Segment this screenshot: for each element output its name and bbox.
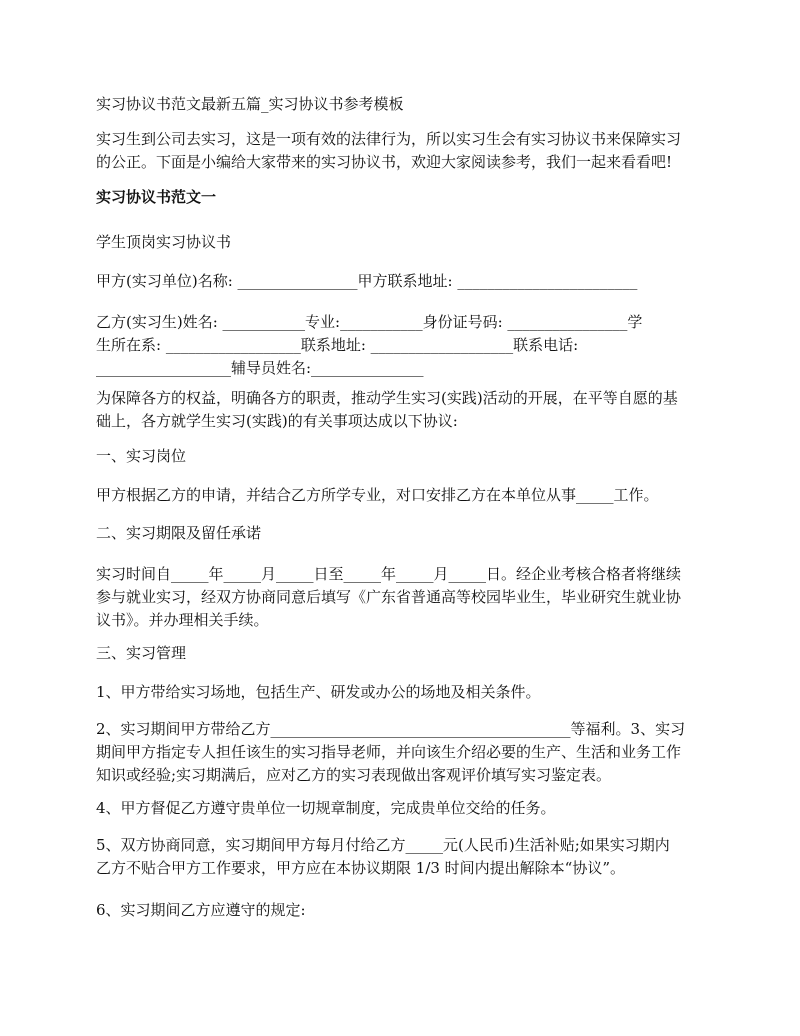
preamble-paragraph [96, 387, 712, 433]
party-a-line: 甲方(实习单位)名称: ________________甲方联系地址: ________________________ [96, 272, 638, 290]
party-b-line: 生所在系: __________________联系地址: ___________________联系电话: [96, 336, 579, 354]
clause-heading: 三、实习管理 [96, 644, 187, 662]
preamble-line: 为保障各方的权益，明确各方的职责，推动学生实习(实践)活动的开展，在平等自愿的基 [96, 389, 678, 407]
agreement-title: 学生顶岗实习协议书 [96, 233, 232, 251]
section-heading: 实习协议书范文一 [96, 188, 217, 206]
document-title: 实习协议书范文最新五篇_实习协议书参考模板 [96, 95, 404, 113]
list-item-line: 知识或经验;实习期满后，应对乙方的实习表现做出客观评价填写实习鉴定表。 [96, 766, 612, 784]
party-b-paragraph [96, 311, 712, 380]
intro-paragraph [96, 128, 712, 174]
list-item-line: 乙方不贴合甲方工作要求，甲方应在本协议期限 1/3 时间内提出解除本“协议”。 [96, 859, 626, 877]
list-item-line: 期间甲方指定专人担任该生的实习指导老师，并向该生介绍必要的生产、生活和业务工作 [96, 743, 682, 761]
clause-text: 甲方根据乙方的申请，并结合乙方所学专业，对口安排乙方在本单位从事_____工作。 [96, 486, 659, 504]
intro-line: 的公正。下面是小编给大家带来的实习协议书，欢迎大家阅读参考，我们一起来看看吧! [96, 153, 673, 171]
list-item [96, 834, 712, 880]
clause-heading: 一、实习岗位 [96, 447, 187, 465]
list-item: 1、甲方带给实习场地，包括生产、研发或办公的场地及相关条件。 [96, 683, 541, 701]
list-item: 4、甲方督促乙方遵守贵单位一切规章制度，完成贵单位交给的任务。 [96, 799, 556, 817]
list-item: 6、实习期间乙方应遵守的规定: [96, 901, 306, 919]
clause-line: 实习时间自_____年_____月_____日至_____年_____月_____日。经企业考核合格者将继续 [96, 565, 682, 583]
party-b-line: __________________辅导员姓名:_______________ [96, 359, 424, 377]
list-item [96, 718, 712, 787]
clause-heading: 二、实习期限及留任承诺 [96, 524, 262, 542]
clause-paragraph [96, 563, 712, 632]
clause-line: 参与就业实习，经双方协商同意后填写《广东省普通高等校园毕业生，毕业研究生就业协 [96, 588, 682, 606]
list-item-line: 2、实习期间甲方带给乙方________________________________________等福利。3、实习 [96, 720, 686, 738]
list-item-line: 5、双方协商同意，实习期间甲方每月付给乙方_____元(人民币)生活补贴;如果实习期内 [96, 836, 670, 854]
clause-line: 议书》。并办理相关手续。 [96, 611, 269, 629]
intro-line: 实习生到公司去实习，这是一项有效的法律行为，所以实习生会有实习协议书来保障实习 [96, 130, 682, 148]
preamble-line: 础上，各方就学生实习(实践)的有关事项达成以下协议: [96, 412, 458, 430]
party-b-line: 乙方(实习生)姓名: ___________专业:___________身份证号码: ________________学 [96, 313, 643, 331]
